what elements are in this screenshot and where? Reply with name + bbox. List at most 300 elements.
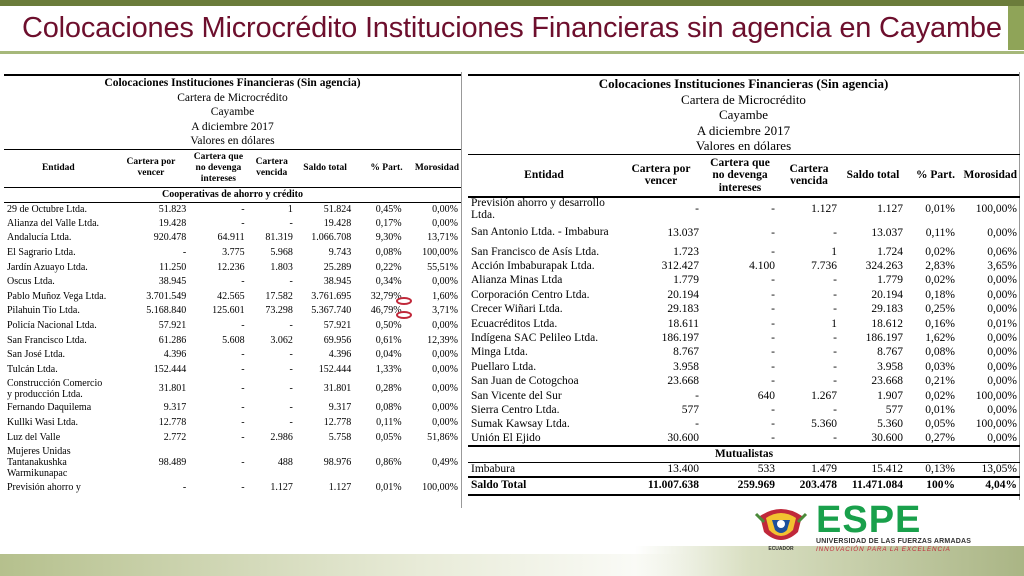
value-cell: 0,01% bbox=[987, 317, 1017, 330]
value-cell: - bbox=[289, 349, 293, 361]
right-decor-band bbox=[1008, 6, 1024, 50]
left-table-header bbox=[4, 74, 461, 149]
value-cell: 64.911 bbox=[217, 232, 245, 244]
value-cell: 1.127 bbox=[328, 482, 352, 494]
value-cell: 0,27% bbox=[925, 432, 955, 445]
col-header: Saldo total bbox=[296, 149, 354, 187]
value-cell: 3.958 bbox=[877, 360, 903, 373]
value-cell: 0,21% bbox=[925, 375, 955, 388]
right-sub1: Cartera de Microcrédito bbox=[681, 91, 806, 107]
value-cell: 0,04% bbox=[375, 349, 402, 361]
value-cell: 4.100 bbox=[749, 260, 775, 273]
title-bar bbox=[0, 6, 1024, 50]
entity-cell: Corporación Centro Ltda. bbox=[471, 288, 590, 301]
value-cell: - bbox=[833, 332, 837, 345]
value-cell: 13,71% bbox=[427, 232, 458, 244]
value-cell: 0,08% bbox=[375, 247, 402, 259]
value-cell: 2.986 bbox=[270, 431, 293, 443]
entity-cell: Minga Ltda. bbox=[471, 346, 528, 359]
value-cell: 577 bbox=[681, 403, 699, 416]
crest-label: ECUADOR bbox=[768, 546, 794, 552]
value-cell: 3,65% bbox=[987, 260, 1017, 273]
value-cell: 0,25% bbox=[925, 303, 955, 316]
value-cell: 13.037 bbox=[871, 226, 903, 239]
value-cell: 3.062 bbox=[270, 334, 293, 346]
right-header-row bbox=[468, 154, 1020, 197]
table-row bbox=[468, 432, 1020, 446]
left-data-table bbox=[4, 149, 461, 496]
value-cell: 32,79% bbox=[370, 290, 402, 302]
value-cell: - bbox=[241, 402, 245, 414]
value-cell: 0,00% bbox=[432, 417, 458, 429]
entity-cell: San Juan de Cotogchoa bbox=[471, 375, 579, 388]
value-cell: 3.775 bbox=[222, 247, 245, 259]
col-header: Cartera vencida bbox=[248, 149, 296, 187]
col-header: Morosidad bbox=[405, 149, 461, 187]
value-cell: - bbox=[695, 418, 699, 431]
entity-cell: Alianza Minas Ltda bbox=[471, 274, 563, 287]
value-cell: 0,00% bbox=[987, 303, 1017, 316]
value-cell: 0,08% bbox=[925, 346, 955, 359]
value-cell: 15.412 bbox=[871, 462, 903, 475]
value-cell: 61.286 bbox=[158, 334, 187, 346]
value-cell: 0,49% bbox=[432, 456, 458, 468]
value-cell: 1.267 bbox=[811, 389, 837, 402]
entity-cell: Policía Nacional Ltda. bbox=[7, 320, 97, 332]
value-cell: 38.945 bbox=[158, 276, 187, 288]
value-cell: 0,00% bbox=[987, 432, 1017, 445]
value-cell: 1.127 bbox=[877, 203, 903, 215]
table-row bbox=[468, 221, 1020, 245]
value-cell: 17.582 bbox=[265, 290, 293, 302]
value-cell: 8.767 bbox=[877, 346, 903, 359]
left-sub4: Valores en dólares bbox=[190, 135, 275, 147]
entity-cell: Puellaro Ltda. bbox=[471, 360, 537, 373]
value-cell: - bbox=[289, 363, 293, 375]
value-cell: - bbox=[771, 203, 775, 215]
value-cell: 13,05% bbox=[981, 462, 1017, 475]
value-cell: 30.600 bbox=[667, 432, 699, 445]
entity-cell: Fernando Daquilema bbox=[7, 402, 92, 414]
value-cell: 51.824 bbox=[323, 203, 352, 215]
table-row bbox=[468, 360, 1020, 374]
table-row bbox=[4, 304, 461, 319]
value-cell: 3.761.695 bbox=[311, 290, 352, 302]
table-row bbox=[4, 363, 461, 378]
value-cell: 533 bbox=[757, 462, 775, 475]
entity-cell: 29 de Octubre Ltda. bbox=[7, 203, 87, 215]
section-row bbox=[4, 187, 461, 202]
value-cell: - bbox=[241, 456, 245, 468]
value-cell: 55,51% bbox=[427, 261, 458, 273]
value-cell: 29.183 bbox=[667, 303, 699, 316]
value-cell: - bbox=[771, 418, 775, 431]
entity-cell: Oscus Ltda. bbox=[7, 276, 55, 288]
value-cell: 0,01% bbox=[925, 203, 955, 215]
value-cell: 5.168.840 bbox=[146, 305, 187, 317]
value-cell: 1,62% bbox=[925, 332, 955, 345]
value-cell: - bbox=[771, 432, 775, 445]
value-cell: 1,60% bbox=[432, 290, 458, 302]
entity-cell: Kullki Wasi Ltda. bbox=[7, 417, 78, 429]
col-header: Cartera por vencer bbox=[113, 149, 190, 187]
value-cell: 1.907 bbox=[877, 389, 903, 402]
table-row bbox=[468, 197, 1020, 221]
left-sub2: Cayambe bbox=[210, 106, 255, 118]
section-label: Mutualistas bbox=[468, 446, 1020, 462]
table-row bbox=[468, 245, 1020, 259]
table-row bbox=[4, 401, 461, 416]
value-cell: 31.801 bbox=[158, 383, 187, 395]
value-cell: 23.668 bbox=[667, 375, 699, 388]
value-cell: - bbox=[833, 403, 837, 416]
table-row bbox=[4, 246, 461, 261]
total-cell: 4,04% bbox=[958, 477, 1020, 495]
entity-cell: Previsión ahorro y desarrollo Ltda. bbox=[471, 197, 605, 221]
value-cell: 5.608 bbox=[222, 334, 245, 346]
value-cell: 0,00% bbox=[987, 274, 1017, 287]
value-cell: 0,02% bbox=[925, 245, 955, 258]
value-cell: 312.427 bbox=[661, 260, 699, 273]
value-cell: 0,00% bbox=[987, 288, 1017, 301]
value-cell: 324.263 bbox=[865, 260, 903, 273]
value-cell: - bbox=[241, 349, 245, 361]
value-cell: 9,30% bbox=[375, 232, 402, 244]
value-cell: 488 bbox=[277, 456, 293, 468]
value-cell: 18.611 bbox=[667, 317, 699, 330]
value-cell: - bbox=[833, 303, 837, 316]
value-cell: 0,00% bbox=[432, 383, 458, 395]
value-cell: - bbox=[833, 226, 837, 239]
col-header: Entidad bbox=[468, 154, 620, 197]
tagline: INNOVACIÓN PARA LA EXCELENCIA bbox=[816, 546, 951, 553]
value-cell: 12.778 bbox=[323, 417, 352, 429]
entity-cell: Luz del Valle bbox=[7, 431, 61, 443]
entity-cell: Pablo Muñoz Vega Ltda. bbox=[7, 290, 107, 302]
table-row bbox=[4, 333, 461, 348]
value-cell: - bbox=[289, 402, 293, 414]
value-cell: 5.968 bbox=[270, 247, 293, 259]
value-cell: 1 bbox=[831, 317, 837, 330]
value-cell: 152.444 bbox=[153, 363, 187, 375]
value-cell: - bbox=[771, 375, 775, 388]
value-cell: - bbox=[241, 383, 245, 395]
value-cell: 98.489 bbox=[158, 456, 187, 468]
brand-name: ESPE bbox=[816, 499, 922, 541]
value-cell: - bbox=[833, 274, 837, 287]
right-table-panel bbox=[468, 72, 1020, 500]
value-cell: 18.612 bbox=[871, 317, 903, 330]
total-row bbox=[468, 477, 1020, 495]
col-header: Cartera que no devenga intereses bbox=[189, 149, 247, 187]
left-sub1: Cartera de Microcrédito bbox=[177, 91, 288, 104]
table-row bbox=[468, 317, 1020, 331]
value-cell: 100,00% bbox=[975, 418, 1017, 431]
value-cell: 19.428 bbox=[158, 217, 187, 229]
value-cell: 7.736 bbox=[811, 260, 837, 273]
value-cell: 0,28% bbox=[375, 383, 402, 395]
value-cell: 0,50% bbox=[375, 320, 402, 332]
section-row bbox=[468, 446, 1020, 462]
value-cell: - bbox=[289, 417, 293, 429]
value-cell: 0,05% bbox=[375, 431, 402, 443]
value-cell: 0,02% bbox=[925, 274, 955, 287]
value-cell: 2,83% bbox=[925, 260, 955, 273]
entity-cell: Sierra Centro Ltda. bbox=[471, 403, 560, 416]
value-cell: 3,71% bbox=[432, 305, 458, 317]
university-name: UNIVERSIDAD DE LAS FUERZAS ARMADAS bbox=[816, 538, 972, 545]
value-cell: - bbox=[833, 375, 837, 388]
col-header: Cartera por vencer bbox=[620, 154, 702, 197]
value-cell: - bbox=[771, 303, 775, 316]
value-cell: 51.823 bbox=[158, 203, 187, 215]
value-cell: 0,02% bbox=[925, 389, 955, 402]
col-header: % Part. bbox=[906, 154, 958, 197]
value-cell: 0,00% bbox=[432, 363, 458, 375]
col-header: Saldo total bbox=[840, 154, 906, 197]
value-cell: - bbox=[289, 383, 293, 395]
value-cell: 0,08% bbox=[375, 402, 402, 414]
value-cell: - bbox=[771, 288, 775, 301]
value-cell: 1,33% bbox=[375, 363, 402, 375]
value-cell: 0,11% bbox=[376, 417, 402, 429]
slide-title: Colocaciones Microcrédito Instituciones Financieras sin agencia en Cayambe bbox=[22, 12, 1002, 44]
entity-cell: Alianza del Valle Ltda. bbox=[7, 217, 100, 229]
right-data-table bbox=[468, 154, 1020, 496]
table-row bbox=[468, 403, 1020, 417]
table-row bbox=[4, 377, 461, 401]
right-table-header bbox=[468, 74, 1019, 154]
entity-cell: Construcción Comercio y producción Ltda. bbox=[7, 378, 103, 401]
entity-cell: Imbabura bbox=[471, 462, 516, 475]
value-cell: 13.037 bbox=[667, 226, 699, 239]
value-cell: 0,86% bbox=[375, 456, 402, 468]
value-cell: 4.396 bbox=[163, 349, 187, 361]
university-crest bbox=[752, 502, 810, 554]
value-cell: 81.319 bbox=[265, 232, 293, 244]
table-row bbox=[468, 375, 1020, 389]
value-cell: - bbox=[241, 431, 245, 443]
entity-cell: Andalucía Ltda. bbox=[7, 232, 72, 244]
table-row bbox=[4, 202, 461, 217]
value-cell: 0,61% bbox=[375, 334, 402, 346]
title-rule bbox=[0, 51, 1024, 54]
entity-cell: Indígena SAC Pelileo Ltda. bbox=[471, 332, 599, 345]
value-cell: 0,06% bbox=[987, 245, 1017, 258]
value-cell: 0,01% bbox=[375, 482, 402, 494]
value-cell: 12.778 bbox=[158, 417, 187, 429]
value-cell: - bbox=[771, 360, 775, 373]
value-cell: - bbox=[833, 432, 837, 445]
value-cell: 4.396 bbox=[328, 349, 352, 361]
value-cell: 8.767 bbox=[673, 346, 699, 359]
value-cell: - bbox=[241, 320, 245, 332]
value-cell: 1.066.708 bbox=[311, 232, 352, 244]
value-cell: 152.444 bbox=[318, 363, 352, 375]
value-cell: 1.479 bbox=[811, 462, 837, 475]
value-cell: 5.367.740 bbox=[311, 305, 352, 317]
value-cell: 19.428 bbox=[323, 217, 352, 229]
value-cell: 1 bbox=[287, 203, 293, 215]
value-cell: 0,00% bbox=[987, 332, 1017, 345]
entity-cell: San Vicente del Sur bbox=[471, 389, 562, 402]
entity-cell: Jardín Azuayo Ltda. bbox=[7, 261, 88, 273]
value-cell: 1.803 bbox=[270, 261, 293, 273]
value-cell: 5.360 bbox=[877, 418, 903, 431]
col-header: Morosidad bbox=[958, 154, 1020, 197]
value-cell: 42.565 bbox=[217, 290, 245, 302]
value-cell: 0,00% bbox=[432, 349, 458, 361]
total-cell: 11.471.084 bbox=[840, 477, 906, 495]
value-cell: - bbox=[241, 363, 245, 375]
value-cell: 51,86% bbox=[427, 431, 458, 443]
value-cell: 98.976 bbox=[323, 456, 352, 468]
value-cell: - bbox=[241, 417, 245, 429]
value-cell: - bbox=[771, 332, 775, 345]
entity-cell: San Antonio Ltda. - Imbabura bbox=[471, 226, 609, 239]
value-cell: - bbox=[289, 276, 293, 288]
value-cell: - bbox=[771, 317, 775, 330]
value-cell: 0,16% bbox=[925, 317, 955, 330]
col-header: % Part. bbox=[354, 149, 404, 187]
value-cell: - bbox=[833, 346, 837, 359]
left-header-row bbox=[4, 149, 461, 187]
value-cell: 30.600 bbox=[871, 432, 903, 445]
value-cell: 2.772 bbox=[163, 431, 187, 443]
value-cell: 0,22% bbox=[375, 261, 402, 273]
value-cell: 0,00% bbox=[432, 203, 458, 215]
value-cell: - bbox=[695, 389, 699, 402]
total-cell: 259.969 bbox=[702, 477, 778, 495]
value-cell: 100,00% bbox=[422, 482, 458, 494]
total-label: Saldo Total bbox=[468, 477, 620, 495]
value-cell: 0,00% bbox=[432, 217, 458, 229]
value-cell: - bbox=[241, 203, 245, 215]
value-cell: 186.197 bbox=[865, 332, 903, 345]
table-row bbox=[4, 319, 461, 334]
value-cell: 1.779 bbox=[877, 274, 903, 287]
table-row bbox=[4, 260, 461, 275]
value-cell: - bbox=[833, 288, 837, 301]
table-row bbox=[4, 348, 461, 363]
value-cell: 57.921 bbox=[323, 320, 352, 332]
value-cell: 0,17% bbox=[375, 217, 402, 229]
entity-cell: San Francisco de Asís Ltda. bbox=[471, 245, 600, 258]
col-header: Cartera que no devenga intereses bbox=[702, 154, 778, 197]
table-row bbox=[4, 217, 461, 232]
value-cell: 73.298 bbox=[265, 305, 293, 317]
value-cell: - bbox=[241, 217, 245, 229]
value-cell: 640 bbox=[757, 389, 775, 402]
value-cell: 3.958 bbox=[673, 360, 699, 373]
value-cell: 0,11% bbox=[925, 226, 955, 239]
entity-cell: Pilahuin Tío Ltda. bbox=[7, 305, 80, 317]
table-row bbox=[4, 416, 461, 431]
entity-cell: Sumak Kawsay Ltda. bbox=[471, 418, 570, 431]
value-cell: - bbox=[289, 217, 293, 229]
right-heading: Colocaciones Instituciones Financieras (Sin agencia) bbox=[598, 76, 889, 91]
entity-cell: Mujeres Unidas Tantanakushka Warmikunapac bbox=[7, 446, 71, 480]
left-sub3: A diciembre 2017 bbox=[191, 120, 274, 133]
value-cell: 186.197 bbox=[661, 332, 699, 345]
value-cell: 0,00% bbox=[987, 403, 1017, 416]
right-sub3: A diciembre 2017 bbox=[696, 122, 791, 138]
table-row bbox=[468, 331, 1020, 345]
value-cell: 1.724 bbox=[877, 245, 903, 258]
value-cell: 577 bbox=[885, 403, 903, 416]
table-row bbox=[468, 346, 1020, 360]
value-cell: 25.289 bbox=[323, 261, 352, 273]
value-cell: - bbox=[771, 403, 775, 416]
entity-cell: Ecuacréditos Ltda. bbox=[471, 317, 558, 330]
value-cell: 0,00% bbox=[987, 360, 1017, 373]
entity-cell: Previsión ahorro y bbox=[7, 482, 81, 494]
value-cell: 0,34% bbox=[375, 276, 402, 288]
table-row bbox=[4, 430, 461, 445]
value-cell: 3.701.549 bbox=[146, 290, 187, 302]
table-row bbox=[4, 481, 461, 496]
value-cell: 23.668 bbox=[871, 375, 903, 388]
value-cell: 0,01% bbox=[925, 403, 955, 416]
value-cell: 69.956 bbox=[323, 334, 352, 346]
value-cell: - bbox=[771, 226, 775, 239]
value-cell: 0,00% bbox=[432, 402, 458, 414]
value-cell: 20.194 bbox=[667, 288, 699, 301]
value-cell: - bbox=[241, 482, 245, 494]
value-cell: 13.400 bbox=[667, 462, 699, 475]
value-cell: - bbox=[182, 247, 187, 259]
left-heading: Colocaciones Instituciones Financieras (Sin agencia) bbox=[104, 77, 361, 89]
col-header: Cartera vencida bbox=[778, 154, 840, 197]
entity-cell: Unión El Ejido bbox=[471, 432, 541, 445]
value-cell: - bbox=[289, 320, 293, 332]
value-cell: 0,45% bbox=[375, 203, 402, 215]
right-sub2: Cayambe bbox=[718, 107, 769, 122]
value-cell: 0,03% bbox=[925, 360, 955, 373]
entity-cell: El Sagrario Ltda. bbox=[7, 247, 76, 259]
left-table-panel bbox=[4, 72, 462, 508]
value-cell: 11.250 bbox=[159, 261, 187, 273]
value-cell: - bbox=[182, 482, 187, 494]
value-cell: 0,13% bbox=[925, 462, 955, 475]
value-cell: - bbox=[771, 274, 775, 287]
table-row bbox=[468, 389, 1020, 403]
value-cell: - bbox=[771, 346, 775, 359]
value-cell: 0,00% bbox=[987, 226, 1017, 239]
value-cell: - bbox=[771, 245, 775, 258]
value-cell: 9.743 bbox=[328, 247, 352, 259]
table-row bbox=[468, 418, 1020, 432]
entity-cell: San Francisco Ltda. bbox=[7, 334, 87, 346]
value-cell: 0,00% bbox=[987, 375, 1017, 388]
col-header: Entidad bbox=[4, 149, 113, 187]
value-cell: 1.127 bbox=[270, 482, 293, 494]
value-cell: 1 bbox=[831, 245, 837, 258]
value-cell: 5.758 bbox=[328, 431, 352, 443]
entity-cell: San José Ltda. bbox=[7, 349, 66, 361]
value-cell: 1.723 bbox=[673, 245, 699, 258]
value-cell: - bbox=[833, 360, 837, 373]
table-row bbox=[4, 231, 461, 246]
highlight-mark bbox=[396, 311, 412, 319]
value-cell: 1.779 bbox=[673, 274, 699, 287]
value-cell: 100,00% bbox=[422, 247, 458, 259]
section-label: Cooperativas de ahorro y crédito bbox=[4, 187, 461, 202]
entity-cell: Tulcán Ltda. bbox=[7, 363, 58, 375]
table-row bbox=[4, 445, 461, 481]
value-cell: 29.183 bbox=[871, 303, 903, 316]
total-cell: 100% bbox=[906, 477, 958, 495]
